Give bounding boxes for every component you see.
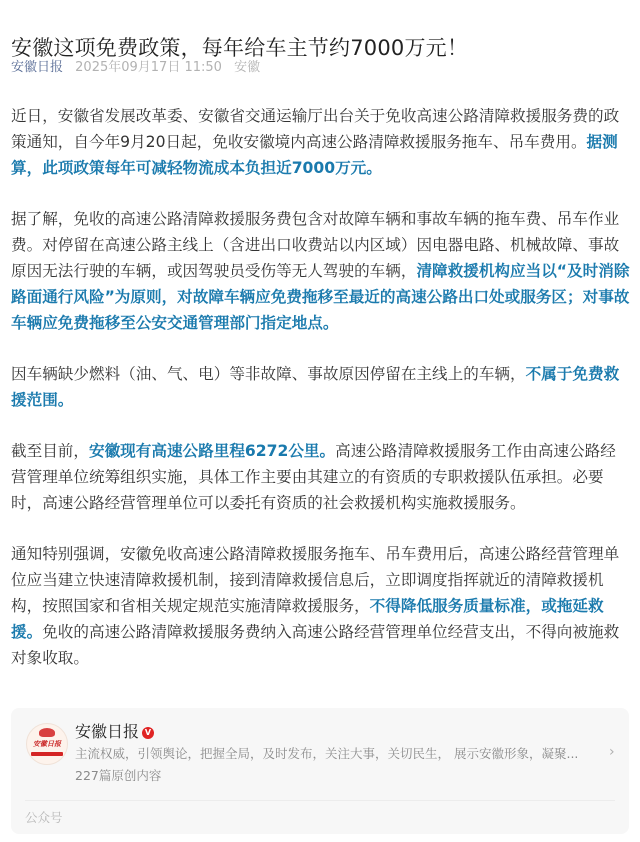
paragraph-text: 因车辆缺少燃料（油、气、电）等非故障、事故原因停留在主线上的车辆， [11, 365, 526, 383]
article-title: 安徽这项免费政策，每年给车主节约7000万元！ [11, 36, 469, 61]
article-meta [11, 59, 260, 77]
paragraph-2 [11, 206, 631, 336]
logo-bird-icon [39, 728, 55, 737]
paragraph-4 [11, 438, 631, 516]
paragraph-5 [11, 541, 631, 671]
account-avatar[interactable] [26, 723, 68, 765]
account-name[interactable] [75, 721, 154, 743]
publish-datetime: 2025年09月17日 11:50 [75, 60, 222, 75]
paragraph-3 [11, 361, 631, 413]
paragraph-text: 近日，安徽省发展改革委、安徽省交通运输厅出台关于免收高速公路清障救援服务费的政策通知，自今年9月20日起，免收安徽境内高速公路清障救援服务拖车、吊车费用。 [11, 107, 620, 151]
account-card[interactable] [11, 708, 629, 834]
highlight-text: 清障救援机构应当以“及时消除路面通行风险”为原则，对故障车辆应免费拖移至最近的高速公路出口处或服务区；对事故车辆应免费拖移至公安交通管理部门指定地点。 [11, 262, 630, 332]
publish-location: 安徽 [234, 60, 261, 75]
highlight-text: 不得降低服务质量标准，或拖延救援。 [11, 597, 604, 641]
paragraph-text: 免收的高速公路清障救援服务费纳入高速公路经营管理单位经营支出，不得向被施救对象收取。 [11, 623, 620, 667]
original-count: 227篇原创内容 [75, 768, 162, 783]
highlight-text: 不属于免费救援范围。 [11, 365, 620, 409]
highlight-text: 安徽现有高速公路里程6272公里。 [88, 442, 336, 460]
paragraph-text: 据了解，免收的高速公路清障救援服务费包含对故障车辆和事故车辆的拖车费、吊车作业费。对停留在高速公路主线上（含进出口收费站以内区域）因电器电路、机械故障、事故原因无法行驶的车辆，或因驾驶员受伤等无人驾驶的车辆， [11, 210, 620, 280]
account-description: 主流权威，引领舆论，把握全局，及时发布，关注大事，关切民生， 展示安徽形象，凝聚... [75, 746, 579, 761]
chevron-right-icon[interactable]: › [609, 744, 615, 760]
paragraph-1 [11, 103, 631, 181]
account-name-text: 安徽日报 [75, 722, 140, 741]
paragraph-text: 高速公路清障救援服务工作由高速公路经营管理单位统筹组织实施，具体工作主要由其建立的有资质的专职救援队伍承担。必要时，高速公路经营管理单位可以委托有资质的社会救援机构实施救援服务。 [11, 442, 616, 512]
paragraph-text: 截至目前， [11, 442, 89, 460]
logo-band [31, 752, 63, 756]
article-body [11, 103, 631, 696]
paragraph-text: 通知特别强调，安徽免收高速公路清障救援服务拖车、吊车费用后，高速公路经营管理单位应当建立快速清障救援机制，接到清障救援信息后，立即调度指挥就近的清障救援机构，按照国家和省相关规定规范实施清障救援服务， [11, 545, 620, 615]
account-type-label: 公众号 [25, 810, 63, 825]
logo-text: 安徽日报 [33, 739, 61, 748]
verified-icon: V [142, 727, 154, 739]
card-divider [25, 800, 615, 801]
highlight-text: 据测算，此项政策每年可减轻物流成本负担近7000万元。 [11, 133, 618, 177]
account-link[interactable]: 安徽日报 [11, 60, 64, 75]
